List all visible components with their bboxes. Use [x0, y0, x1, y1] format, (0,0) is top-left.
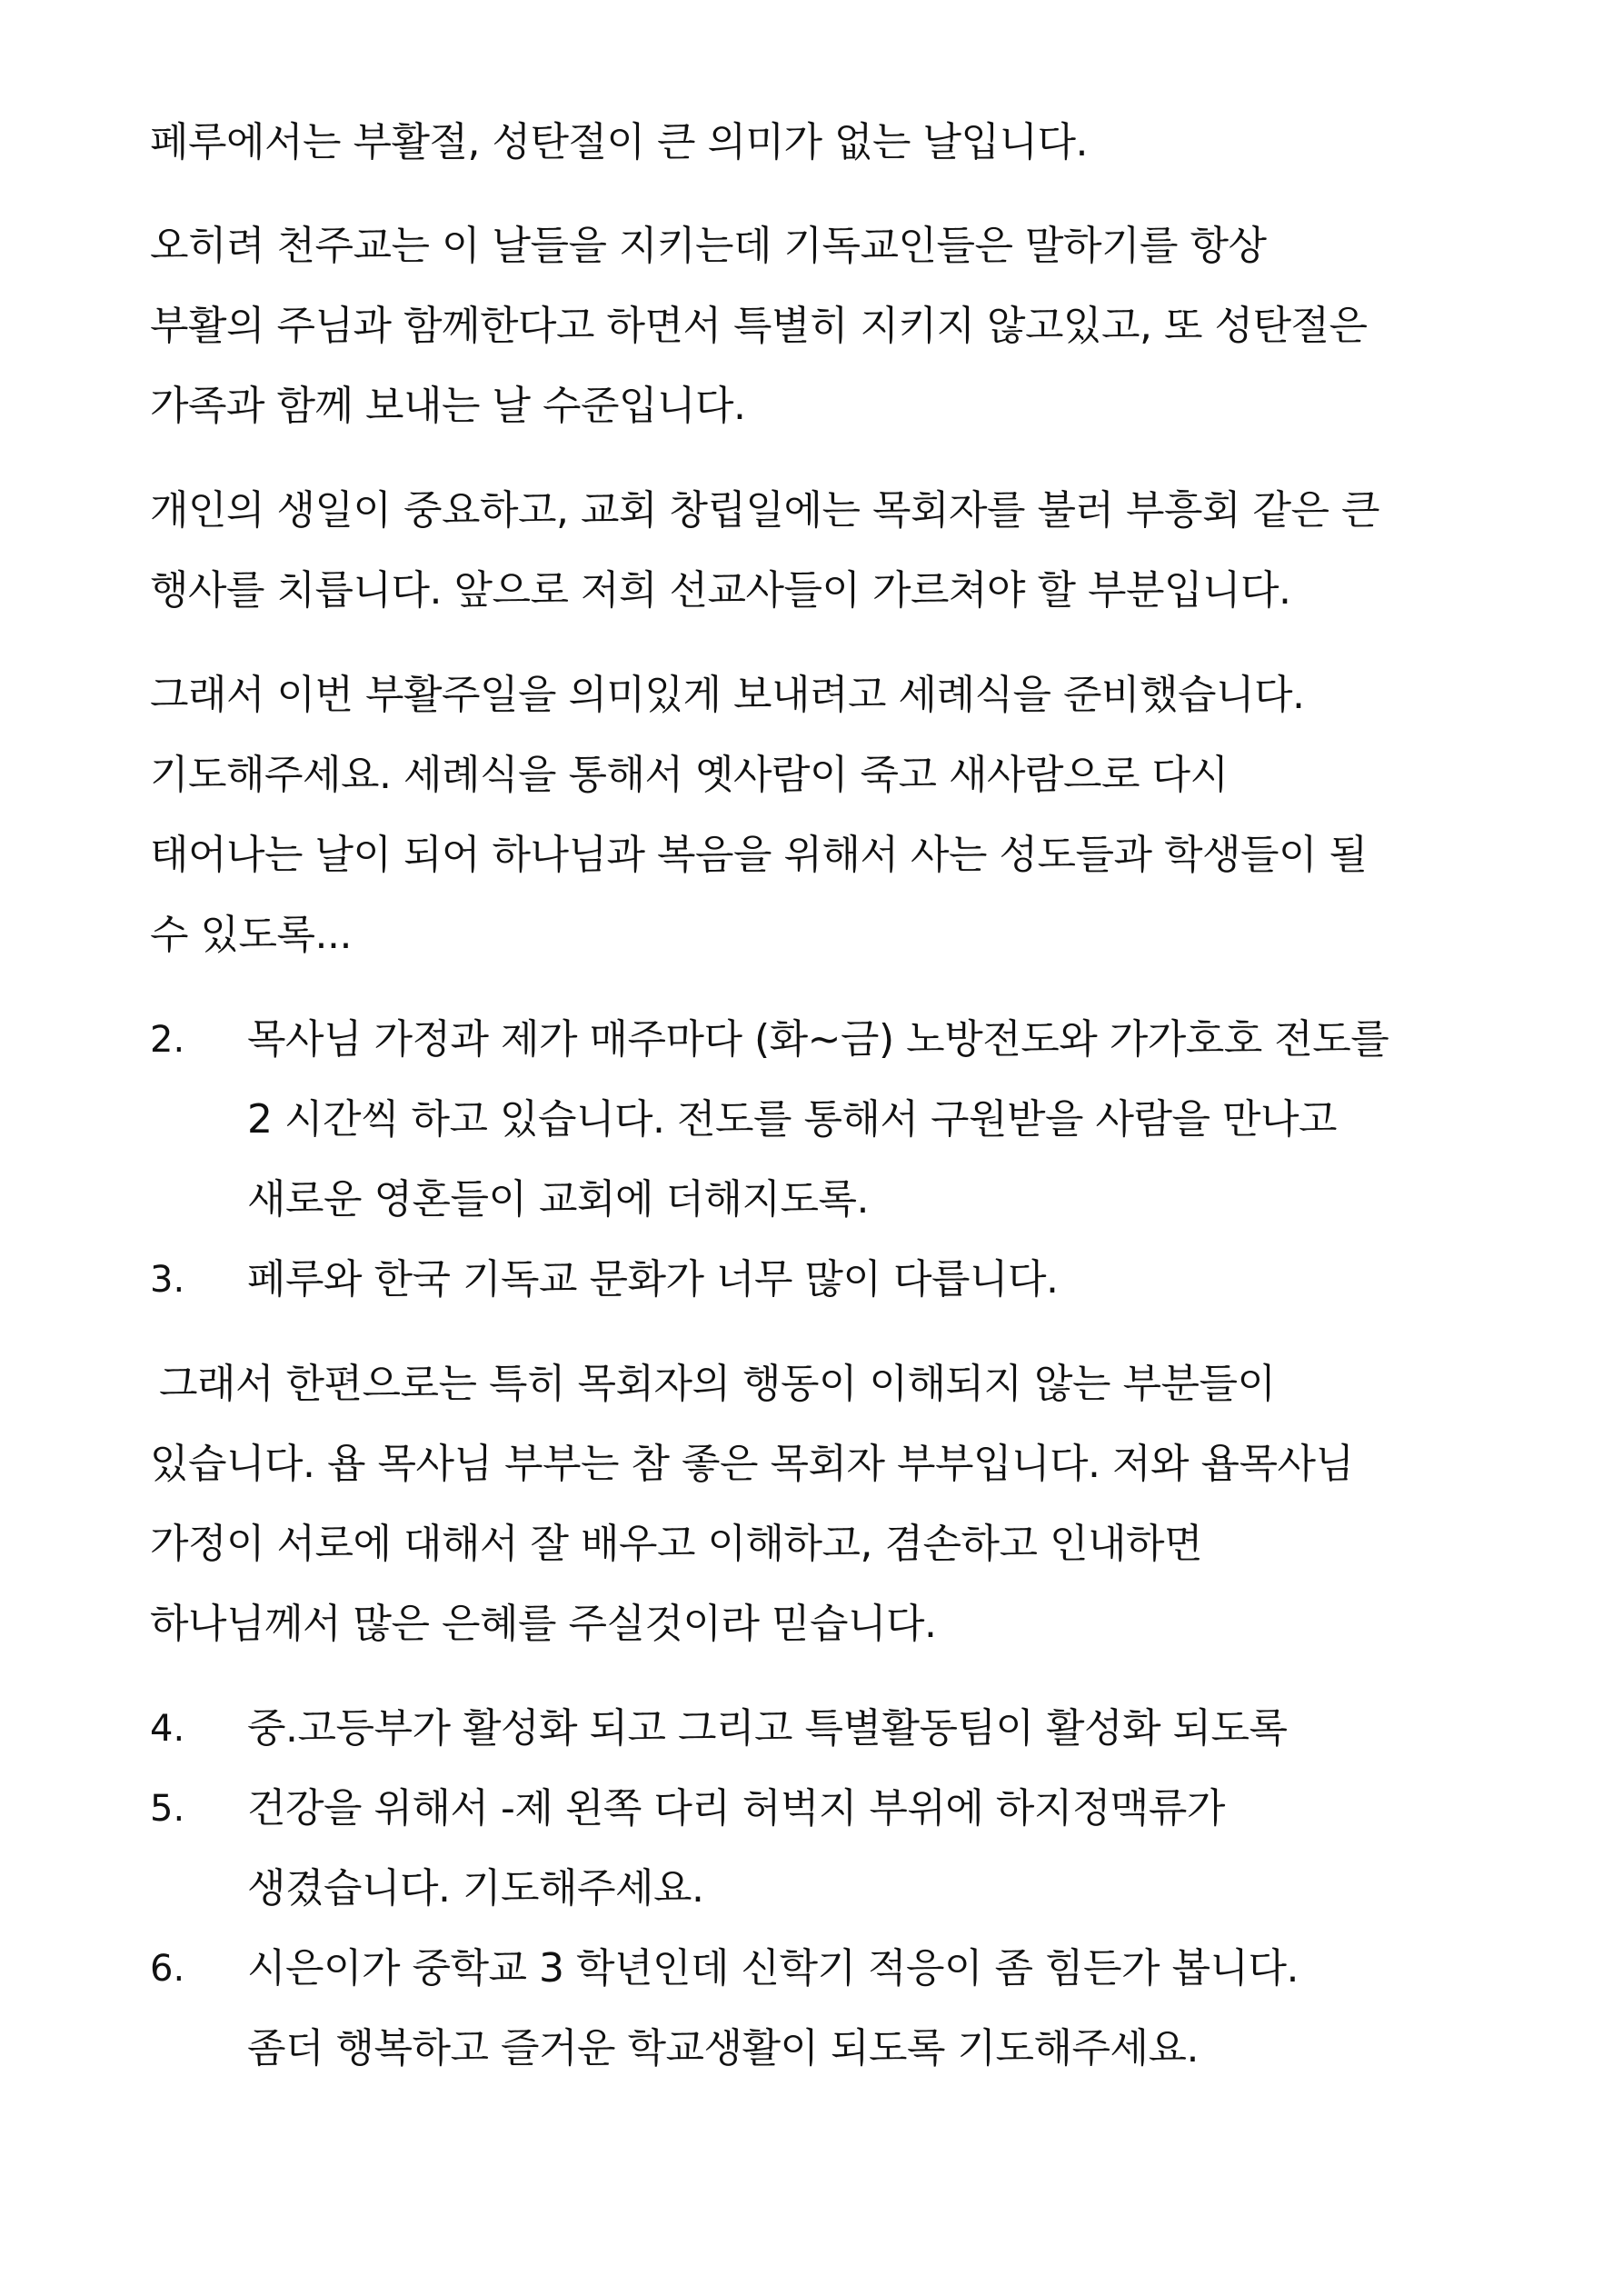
list-item-line: 좀더 행복하고 즐거운 학교생활이 되도록 기도해주세요. [247, 2025, 1200, 2071]
list-item-line: 목사님 가정과 제가 매주마다 (화~금) 노방전도와 가가호호 전도를 [247, 1016, 1389, 1063]
list-item-line: 새로운 영혼들이 교회에 더해지도록. [247, 1176, 870, 1223]
paragraph-line: 가정이 서로에 대해서 잘 배우고 이해하고, 겸손하고 인내하면 [150, 1521, 1202, 1567]
paragraph-line: 수 있도록... [150, 912, 352, 958]
list-number: 5. [150, 1788, 185, 1830]
list-item-line: 페루와 한국 기독교 문화가 너무 많이 다릅니다. [247, 1256, 1059, 1303]
list-item-line: 생겼습니다. 기도해주세요. [247, 1865, 704, 1912]
paragraph-line: 있습니다. 욥 목사님 부부는 참 좋은 목회자 부부입니다. 저와 욥목사님 [150, 1441, 1354, 1487]
list-number: 4. [150, 1708, 185, 1750]
paragraph-line: 그래서 한편으로는 특히 목회자의 행동이 이해되지 않는 부분들이 [159, 1361, 1276, 1407]
list-item-line: 중.고등부가 활성화 되고 그리고 특별활동팀이 활성화 되도록 [247, 1705, 1288, 1752]
paragraph-line: 행사를 치릅니다. 앞으로 저희 선교사들이 가르쳐야 할 부분입니다. [150, 567, 1291, 614]
paragraph-line: 하나님께서 많은 은혜를 주실것이라 믿습니다. [150, 1601, 937, 1647]
list-item-line: 2 시간씩 하고 있습니다. 전도를 통해서 구원받을 사람을 만나고 [247, 1096, 1337, 1143]
paragraph-line: 가족과 함께 보내는 날 수준입니다. [150, 383, 746, 429]
paragraph-line: 오히려 천주교는 이 날들을 지키는데 기독교인들은 말하기를 항상 [150, 223, 1267, 269]
paragraph-line: 부활의 주님과 함께한다고 하면서 특별히 지키지 않고있고, 또 성탄절은 [150, 303, 1368, 349]
list-item-line: 시은이가 중학교 3 학년인데 신학기 적응이 좀 힘든가 봅니다. [247, 1945, 1299, 1992]
list-number: 6. [150, 1948, 185, 1990]
paragraph-line: 그래서 이번 부활주일을 의미있게 보내려고 세례식을 준비했습니다. [150, 672, 1305, 718]
paragraph-line: 기도해주세요. 세례식을 통해서 옛사람이 죽고 새사람으로 다시 [150, 752, 1229, 798]
list-item-line: 건강을 위해서 -제 왼쪽 다리 허벅지 부위에 하지정맥류가 [247, 1785, 1225, 1832]
paragraph-line: 페루에서는 부활절, 성탄절이 큰 의미가 없는 날입니다. [150, 119, 1088, 165]
paragraph-line: 개인의 생일이 중요하고, 교회 창립일에는 목회자를 불러 부흥회 같은 큰 [150, 487, 1379, 534]
list-number: 2. [150, 1019, 185, 1061]
list-number: 3. [150, 1259, 185, 1301]
paragraph-line: 태어나는 날이 되어 하나님과 복음을 위해서 사는 성도들과 학생들이 될 [150, 832, 1368, 878]
